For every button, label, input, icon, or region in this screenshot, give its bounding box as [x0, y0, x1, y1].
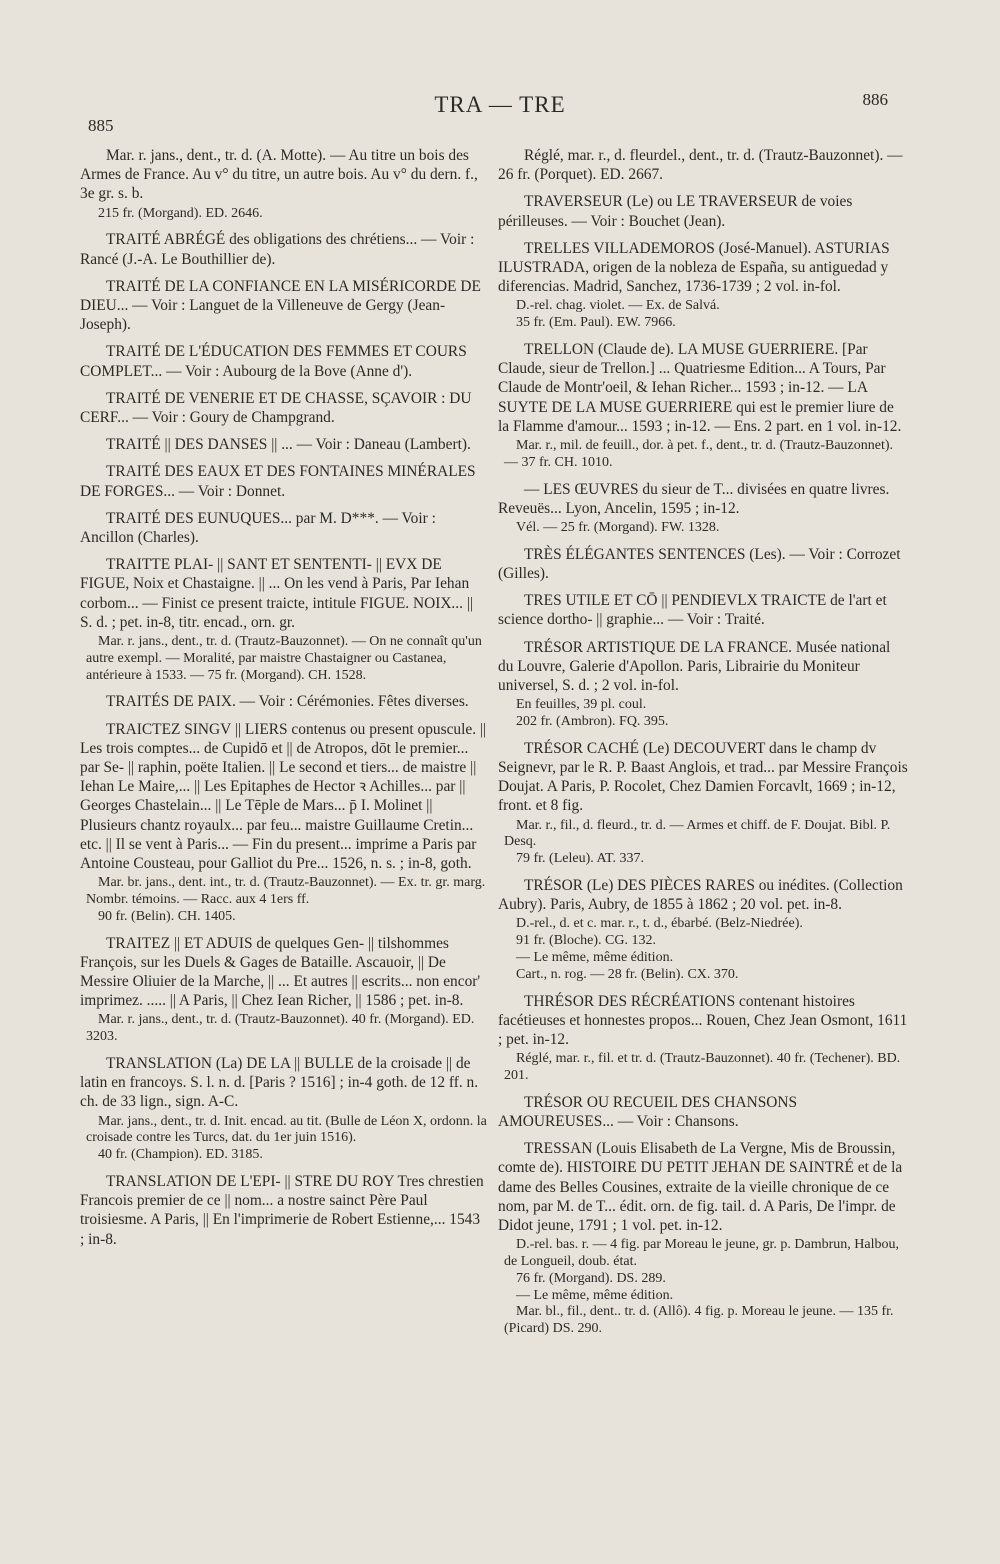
catalogue-entry: [498, 340, 908, 472]
running-head: TRA — TRE: [434, 92, 566, 117]
entry-heading: Réglé, mar. r., d. fleurdel., dent., tr. d. (Trautz-Bauzonnet). — 26 fr. (Porquet). ED. 2667.: [498, 147, 903, 184]
entry-note: Mar. r., fil., d. fleurd., tr. d. — Armes et chiff. de F. Doujat. Bibl. P. Desq.: [504, 817, 891, 850]
entry-heading: TRAITÉ DES EAUX ET DES FONTAINES MINÉRALES DE FORGES... — Voir : Donnet.: [80, 463, 476, 500]
entry-heading: TRAITÉ || DES DANSES || ... — Voir : Daneau (Lambert).: [106, 436, 471, 454]
entry-note: — Le même, même édition.: [516, 950, 674, 966]
entry-heading: TRES UTILE ET CŌ || PENDIEVLX TRAICTE de l'art et science dortho- || graphie... — Voir : Traité.: [498, 592, 887, 629]
entry-heading: TRAITÉ DE VENERIE ET DE CHASSE, SÇAVOIR : DU CERF... — Voir : Goury de Champgrand.: [80, 389, 472, 427]
catalogue-entry: [498, 591, 908, 629]
left-column: [80, 146, 488, 1257]
right-page-number: 886: [862, 90, 888, 109]
catalogue-entry: [80, 509, 488, 547]
entry-note: 90 fr. (Belin). CH. 1405.: [98, 908, 236, 924]
catalogue-entry: [80, 1172, 488, 1249]
catalogue-entry: [80, 462, 488, 500]
entry-note: — Le même, même édition.: [516, 1287, 674, 1303]
catalogue-entry: [80, 342, 488, 380]
entry-heading: TRESSAN (Louis Elisabeth de La Vergne, Mis de Broussin, comte de). HISTOIRE DU PETIT JEHAN DE SAINTRÉ et de la dame des Belles Cousines, extraite de la vieille chronique de ce nom, par M. de T... édit. orn. de fig. tail. d. A Paris, De l'impr. de Didot jeune, 1791 ; 1 vol. pet. in-12.: [498, 1140, 903, 1235]
catalogue-entry: [498, 1093, 908, 1131]
entry-note: En feuilles, 39 pl. coul.: [516, 697, 647, 713]
entry-note: Mar. jans., dent., tr. d. Init. encad. au tit. (Bulle de Léon X, ordonn. la croisade contre les Turcs, dat. du 1er juin 1516).: [86, 1113, 487, 1146]
catalogue-entry: [498, 192, 908, 230]
catalogue-entry: [498, 876, 908, 984]
catalogue-entry: [80, 720, 488, 926]
entry-heading: TRAITÉ DE LA CONFIANCE EN LA MISÉRICORDE DE DIEU... — Voir : Languet de la Villeneuve de Gergy (Jean-Joseph).: [80, 277, 481, 334]
catalogue-entry: [80, 555, 488, 684]
entry-heading: THRÉSOR DES RÉCRÉATIONS contenant histoires facétieuses et honnestes propos... Rouen, Chez Jean Osmont, 1611 ; pet. in-12.: [498, 992, 908, 1049]
left-page-number: 885: [88, 116, 114, 135]
catalogue-entry: [498, 739, 908, 868]
entry-heading: TRÉSOR ARTISTIQUE DE LA FRANCE. Musée national du Louvre, Galerie d'Apollon. Paris, Librairie du Moniteur universel, S. d. ; 2 vol. in-fol.: [498, 638, 891, 695]
entry-note: Mar. br. jans., dent. int., tr. d. (Trautz-Bauzonnet). — Ex. tr. gr. marg. Nombr. témoins. — Racc. aux 4 1ers ff.: [86, 875, 486, 908]
entry-note: 40 fr. (Champion). ED. 3185.: [98, 1147, 263, 1163]
entry-note: Mar. r. jans., dent., tr. d. (Trautz-Bauzonnet). 40 fr. (Morgand). ED. 3203.: [86, 1012, 475, 1045]
entry-note: Mar. bl., fil., dent.. tr. d. (Allô). 4 fig. p. Moreau le jeune. — 135 fr. (Picard) DS. 290.: [504, 1304, 894, 1337]
entry-heading: TRÈS ÉLÉGANTES SENTENCES (Les). — Voir : Corrozet (Gilles).: [498, 545, 901, 583]
entry-note: Mar. r., mil. de feuill., dor. à pet. f., dent., tr. d. (Trautz-Bauzonnet). — 37 fr. CH. 1010.: [504, 438, 894, 470]
entry-note: Réglé, mar. r., fil. et tr. d. (Trautz-Bauzonnet). 40 fr. (Techener). BD. 201.: [504, 1051, 901, 1084]
entry-heading: TRANSLATION DE L'EPI- || STRE DU ROY Tres chrestien Francois premier de ce || nom... a nostre sainct Père Paul troisiesme. A Paris, || En l'imprimerie de Robert Estienne,... 1543 ; in-8.: [80, 1173, 484, 1248]
entry-heading: TRAITÉ ABRÉGÉ des obligations des chrétiens... — Voir : Rancé (J.-A. Le Bouthillier de).: [80, 231, 475, 268]
entry-note: 215 fr. (Morgand). ED. 2646.: [98, 205, 263, 221]
entry-heading: TRANSLATION (La) DE LA || BULLE de la croisade || de latin en francoys. S. l. n. d. [Paris ? 1516] ; in-4 goth. de 12 ff. n. ch. de 33 lign., sign. A-C.: [80, 1055, 479, 1111]
catalogue-entry: [498, 146, 908, 184]
catalogue-entry: [498, 1139, 908, 1338]
catalogue-entry: [80, 1054, 488, 1164]
entry-heading: TRÉSOR CACHÉ (Le) DECOUVERT dans le champ dv Seignevr, par le R. P. Baast Anglois, et trad... par Messire François Doujat. A Paris, P. Rocolet, Chez Damien Forcavlt, 1669 ; in-12, front. et 8 fig.: [498, 739, 908, 815]
catalogue-entry: [80, 277, 488, 335]
catalogue-entry: [80, 146, 488, 222]
catalogue-entry: [80, 435, 488, 454]
catalogue-entry: [80, 934, 488, 1046]
entry-note: Vél. — 25 fr. (Morgand). FW. 1328.: [516, 520, 720, 536]
entry-heading: TRAITTE PLAI- || SANT ET SENTENTI- || EVX DE FIGUE, Noix et Chastaigne. || ... On les vend à Paris, Par Iehan corbom... — Finist ce present traicte, intitule FIGUE. NOIX... || S. d. ; pet. in-8, titr. encad., orn. gr.: [80, 556, 473, 631]
entry-heading: TRELLES VILLADEMOROS (José-Manuel). ASTURIAS ILUSTRADA, origen de la nobleza de España, su antiguedad y diferencias. Madrid, Sanchez, 1736-1739 ; 2 vol. in-fol.: [498, 239, 890, 296]
catalogue-entry: [498, 239, 908, 332]
entry-note: 202 fr. (Ambron). FQ. 395.: [516, 714, 669, 730]
entry-heading: TRAICTEZ SINGV || LIERS contenus ou present opuscule. || Les trois comptes... de Cupidō et || de Atropos, dōt le premier... par Se- || raphin, poëte Italien. || Le second et tiers... de maistre || Iehan Le Maire,... || Les Epitaphes de Hector ꝛ Achilles... par || Georges Chastelain... || Le Tēple de Mars... p̄ I. Molinet || Plusieurs chantz royaulx... par feu... maistre Guillaume Cretin... etc. || Il se vent à Paris... — Fin du present... imprime a Paris par Antoine Cousteau, pour Galliot du Pre... 1526, n. s. ; in-8, goth.: [80, 720, 487, 873]
catalogue-entry: [498, 480, 908, 537]
entry-heading: TRÉSOR (Le) DES PIÈCES RARES ou inédites. (Collection Aubry). Paris, Aubry, de 1855 à 1862 ; 20 vol. pet. in-8.: [498, 877, 903, 914]
catalogue-entry: [498, 638, 908, 731]
entry-heading: TRÉSOR OU RECUEIL DES CHANSONS AMOUREUSES... — Voir : Chansons.: [498, 1093, 798, 1131]
entry-heading: TRAITÉ DE L'ÉDUCATION DES FEMMES ET COURS COMPLET... — Voir : Aubourg de la Bove (Anne d').: [80, 343, 467, 380]
entry-note: 79 fr. (Leleu). AT. 337.: [516, 851, 645, 867]
entry-note: D.-rel. bas. r. — 4 fig. par Moreau le jeune, gr. p. Dambrun, Halbou, de Longueil, doub. état.: [504, 1237, 899, 1270]
entry-heading: TRELLON (Claude de). LA MUSE GUERRIERE. [Par Claude, sieur de Trellon.] ... Quatriesme Edition... A Tours, Par Claude de Montr'oeil, & Iehan Richer... 1593 ; in-12. — LA SUYTE DE LA MUSE GUERRIERE qui est le premier liure de la Flamme d'amour... 1593 ; in-12. — Ens. 2 part. en 1 vol. in-12.: [498, 341, 902, 435]
entry-note: D.-rel., d. et c. mar. r., t. d., ébarbé. (Belz-Niedrée).: [516, 916, 803, 932]
entry-note: Mar. r. jans., dent., tr. d. (Trautz-Bauzonnet). — On ne connaît qu'un autre exempl. — Moralité, par maistre Chastaigner ou Castanea, antérieure à 1533. — 75 fr. (Morgand). CH. 1528.: [86, 634, 482, 683]
entry-heading: TRAITÉS DE PAIX. — Voir : Cérémonies. Fêtes diverses.: [106, 693, 469, 711]
entry-note: Cart., n. rog. — 28 fr. (Belin). CX. 370.: [516, 966, 739, 982]
catalogue-entry: [80, 389, 488, 427]
catalogue-entry: [498, 992, 908, 1085]
catalogue-entry: [80, 230, 488, 268]
catalogue-entry: [498, 545, 908, 583]
entry-note: 91 fr. (Bloche). CG. 132.: [516, 933, 656, 949]
right-column: [498, 146, 908, 1346]
entry-note: 35 fr. (Em. Paul). EW. 7966.: [516, 315, 676, 331]
entry-heading: TRAITEZ || ET ADUIS de quelques Gen- || tilshommes François, sur les Duels & Gages de Bataille. Ascauoir, || De Messire Oliuier de la Marche, || ... Et autres || escrits... non encor' imprimez. ..... || A Paris, || Chez Iean Richer, || 1586 ; pet. in-8.: [80, 934, 481, 1010]
entry-heading: — LES ŒUVRES du sieur de T... divisées en quatre livres. Reveuës... Lyon, Ancelin, 1595 ; in-12.: [498, 480, 890, 517]
catalogue-entry: [80, 692, 488, 711]
entry-heading: Mar. r. jans., dent., tr. d. (A. Motte). — Au titre un bois des Armes de France. Au v° du titre, un autre bois. Au v° du dern. f., 3e gr. s. b.: [80, 147, 478, 203]
entry-note: D.-rel. chag. violet. — Ex. de Salvá.: [516, 298, 720, 314]
entry-note: 76 fr. (Morgand). DS. 289.: [516, 1270, 666, 1286]
entry-heading: TRAVERSEUR (Le) ou LE TRAVERSEUR de voies périlleuses. — Voir : Bouchet (Jean).: [498, 193, 853, 230]
entry-heading: TRAITÉ DES EUNUQUES... par M. D***. — Voir : Ancillon (Charles).: [80, 509, 436, 547]
